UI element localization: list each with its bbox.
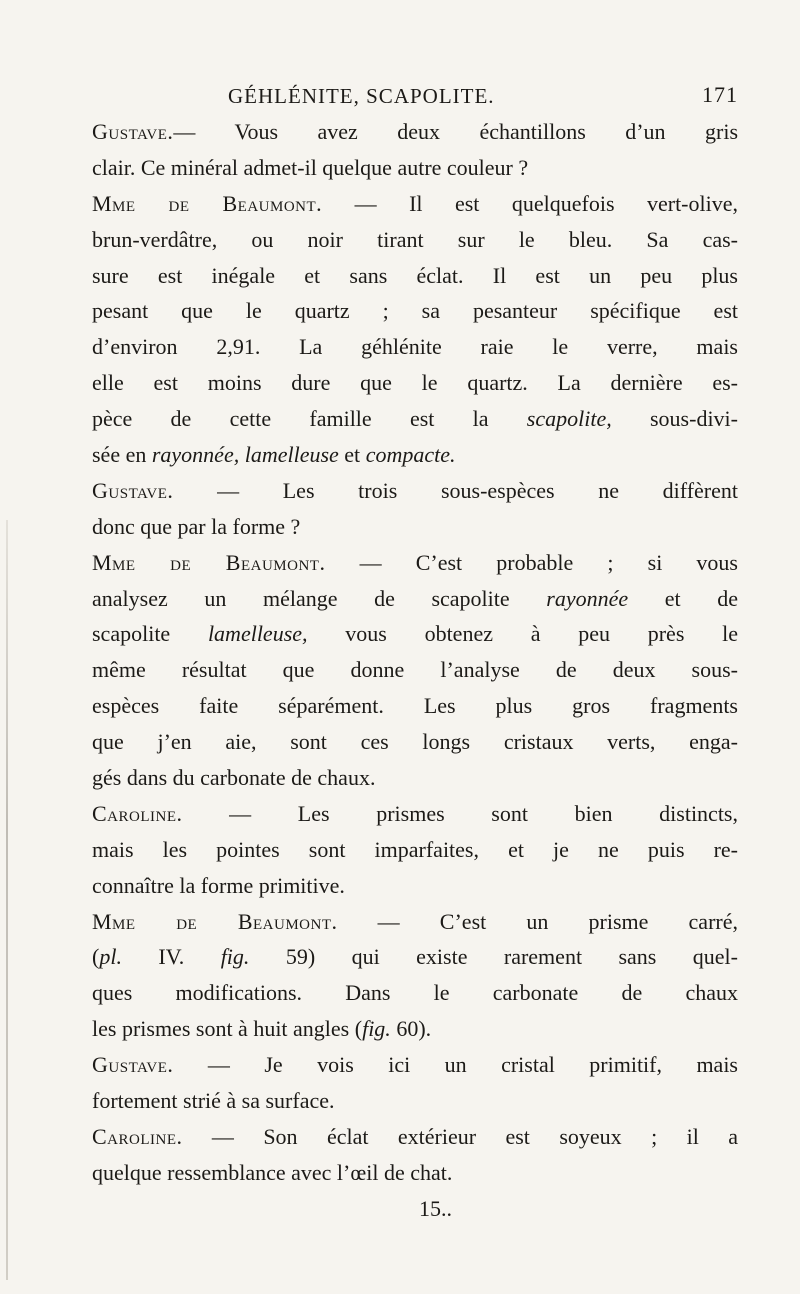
text-line xyxy=(92,616,738,652)
text-line xyxy=(92,1083,738,1119)
speaker-name: Caroline. xyxy=(92,1123,183,1149)
text-run: ques modifications. Dans le carbonate de chaux xyxy=(92,980,738,1006)
text-line xyxy=(92,581,738,617)
text-line xyxy=(92,329,738,365)
text-run: pèce de cette famille est la xyxy=(92,406,527,432)
text-line xyxy=(92,796,738,832)
page-edge-shadow xyxy=(6,520,8,1280)
text-line xyxy=(92,832,738,868)
text-line xyxy=(92,1011,738,1047)
speaker-name: Mme de Beaumont. xyxy=(92,190,323,216)
text-run: — Les trois sous-espèces ne diffèrent xyxy=(173,477,738,503)
body-text xyxy=(92,114,738,1227)
text-run: espèces faite séparément. Les plus gros fragments xyxy=(92,693,738,719)
speaker-name: Gustave. xyxy=(92,477,174,503)
text-run: — C’est probable ; si vous xyxy=(325,549,738,575)
text-run: 59) qui existe rarement sans quel- xyxy=(249,944,738,970)
text-run: analysez un mélange de scapolite xyxy=(92,585,547,611)
text-run: que j’en aie, sont ces longs cristaux verts, enga- xyxy=(92,729,738,755)
text-run: et de xyxy=(628,585,738,611)
text-line xyxy=(92,437,738,473)
speaker-name: Gustave. xyxy=(92,119,174,144)
text-line xyxy=(92,545,738,581)
speaker-name: Gustave. xyxy=(92,1052,174,1078)
text-run: elle est moins dure que le quartz. La dernière es- xyxy=(92,370,738,396)
text-run: — C’est un prisme carré, xyxy=(337,908,738,934)
speaker-name: Mme de Beaumont. xyxy=(92,549,326,575)
text-run: clair. Ce minéral admet-il quelque autre couleur ? xyxy=(92,154,529,180)
text-run: donc que par la forme ? xyxy=(92,513,301,539)
text-run: ( xyxy=(92,944,100,970)
text-run: brun-verdâtre, ou noir tirant sur le bleu. Sa cas- xyxy=(92,226,738,252)
italic-text: fig. xyxy=(362,1016,391,1042)
text-run: — Les prismes sont bien distincts, xyxy=(182,800,738,826)
text-run: — Son éclat extérieur est soyeux ; il a xyxy=(182,1123,738,1149)
text-line xyxy=(92,939,738,975)
italic-text: rayonnée, lamelleuse xyxy=(151,442,339,468)
text-line xyxy=(92,509,738,545)
italic-text: fig. xyxy=(220,944,250,970)
text-run: sous-divi- xyxy=(611,406,738,432)
running-header xyxy=(228,78,738,112)
text-line xyxy=(92,293,738,329)
italic-text: lamelleuse, xyxy=(207,621,308,647)
text-run: même résultat que donne l’analyse de deux sous- xyxy=(92,657,738,683)
speaker-name: Caroline. xyxy=(92,800,183,826)
text-line xyxy=(92,186,738,222)
text-run: connaître la forme primitive. xyxy=(92,872,345,898)
text-run: gés dans du carbonate de chaux. xyxy=(92,765,376,791)
text-line xyxy=(92,150,738,186)
text-run: — Il est quelquefois vert-olive, xyxy=(322,190,738,216)
text-line xyxy=(92,258,738,294)
text-line xyxy=(92,1155,738,1191)
text-line xyxy=(92,365,738,401)
text-line xyxy=(92,904,738,940)
text-line xyxy=(92,652,738,688)
text-line xyxy=(92,401,738,437)
running-title: GÉHLÉNITE, SCAPOLITE. xyxy=(228,84,495,108)
text-run: sée en xyxy=(92,442,152,468)
text-run: quelque ressemblance avec l’œil de chat. xyxy=(92,1159,453,1185)
text-run: sure est inégale et sans éclat. Il est un peu plus xyxy=(92,262,738,288)
text-run: fortement strié à sa surface. xyxy=(92,1088,335,1114)
text-line xyxy=(92,1047,738,1083)
signature-mark xyxy=(92,1191,738,1227)
text-line xyxy=(92,724,738,760)
text-run: les prismes sont à huit angles ( xyxy=(92,1016,363,1042)
text-run: IV. xyxy=(121,944,221,970)
text-run: 15.. xyxy=(419,1195,452,1221)
text-line xyxy=(92,1119,738,1155)
text-run: pesant que le quartz ; sa pesanteur spécifique est xyxy=(92,298,738,324)
text-run: et xyxy=(338,442,366,468)
text-line xyxy=(92,868,738,904)
text-run: — Vous avez deux échantillons d’un gris xyxy=(173,119,738,144)
speaker-name: Mme de Beaumont. xyxy=(92,908,338,934)
text-line xyxy=(92,114,738,150)
italic-text: scapolite, xyxy=(526,406,612,432)
text-line xyxy=(92,760,738,796)
text-line xyxy=(92,975,738,1011)
text-line xyxy=(92,473,738,509)
text-run: 60). xyxy=(390,1016,432,1042)
italic-text: compacte. xyxy=(365,442,456,468)
text-run: vous obtenez à peu près le xyxy=(307,621,738,647)
text-run: — Je vois ici un cristal primitif, mais xyxy=(173,1052,738,1078)
text-line xyxy=(92,222,738,258)
italic-text: rayonnée xyxy=(546,585,629,611)
text-run: mais les pointes sont imparfaites, et je ne puis re- xyxy=(92,836,738,862)
italic-text: pl. xyxy=(99,944,122,970)
page-number: 171 xyxy=(702,82,738,107)
text-run: d’environ 2,91. La géhlénite raie le verre, mais xyxy=(92,334,738,360)
text-line xyxy=(92,688,738,724)
text-run: scapolite xyxy=(92,621,208,647)
